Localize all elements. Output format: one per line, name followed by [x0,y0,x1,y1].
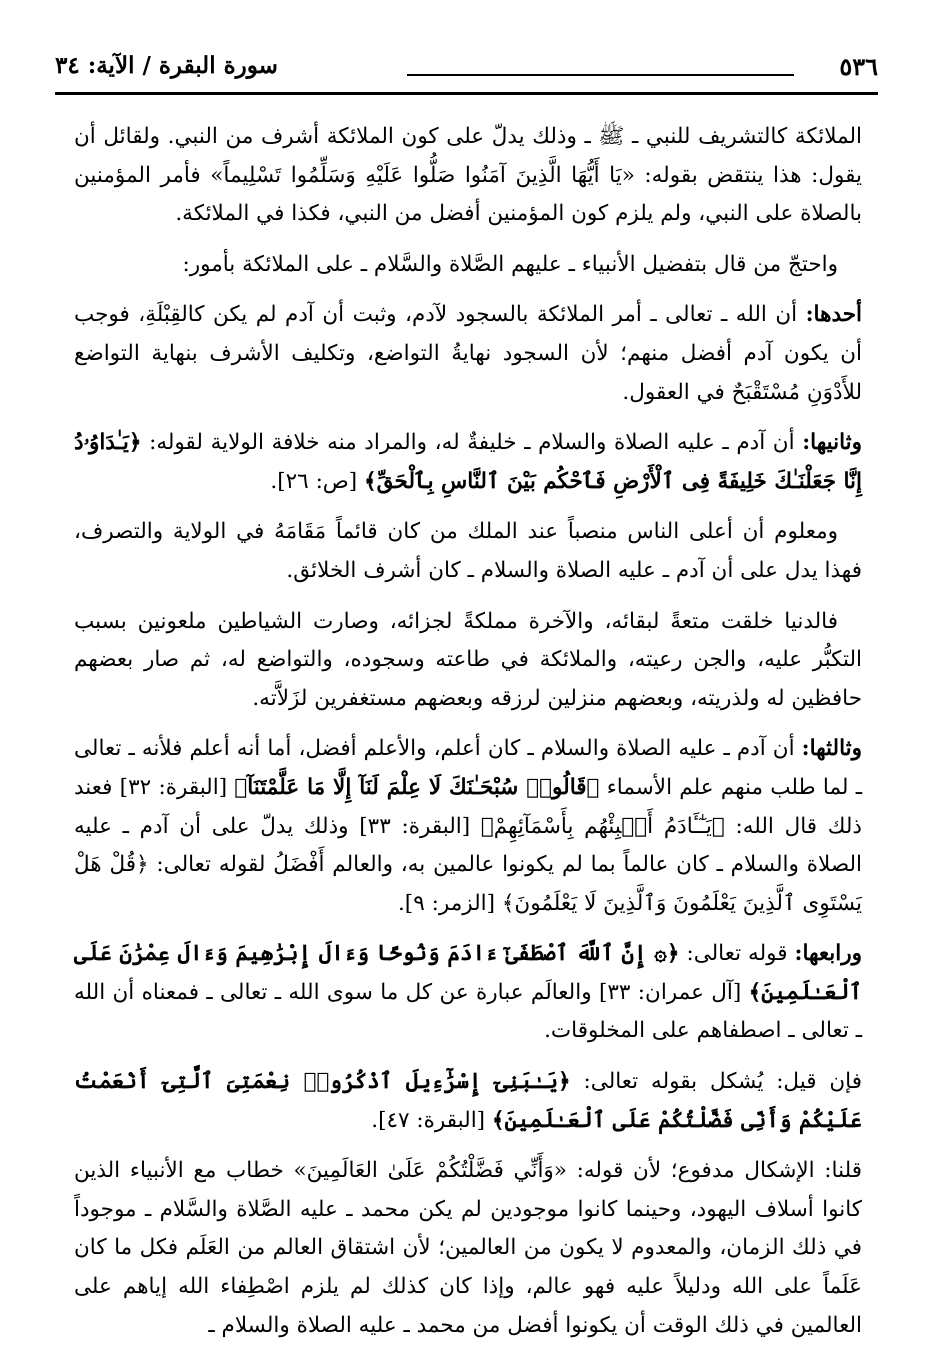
paragraph-text: أن آدم ـ عليه الصلاة والسلام ـ كان أعلم، والأعلم أفضل، أما أنه أعلم فلأنه ـ تعالى ـ لما طلب منهم علم الأسماء [74,736,862,800]
paragraph-text: أن الله ـ تعالى ـ أمر الملائكة بالسجود لآدم، وثبت أن آدم لم يكن كالقِبْلَةِ، فوجب أن يكون آدم أفضل منهم؛ لأن السجود نهايةُ التواضع، وتكليف الأشرف بنهاية التواضع للأَدْوَنِ مُسْتَقْبَحٌ في العقول. [74,302,862,405]
quran-verse: ﴿يَـٰدَاوُۥدُ إِنَّا جَعَلْنَـٰكَ خَلِيفَةً فِى ٱلْأَرْضِ فَٱحْكُم بَيْنَ ٱلنَّاسِ بِٱلْحَقِّ﴾ [74,430,862,494]
quran-verse: ﴿يَـٰبَنِىٓ إِسْرَٰٓءِيلَ ٱذْكُرُوا۟ نِعْمَتِىَ ٱلَّتِىٓ أَنْعَمْتُ عَلَيْكُمْ وَأَنِّى فَضَّلْتُكُمْ عَلَى ٱلْعَـٰلَمِينَ﴾ [74,1069,862,1133]
header-divider [407,74,794,76]
quran-verse: ﴿قَالُوا۟ سُبْحَـٰنَكَ لَا عِلْمَ لَنَآ إِلَّا مَا عَلَّمْتَنَآ﴾ [234,774,600,800]
page-body [74,118,862,1357]
paragraph [74,118,862,234]
paragraph-lead: وثالثها: [801,736,862,762]
quran-verse: ﴿۞ إِنَّ ٱللَّهَ ٱصْطَفَىٰٓ ءَادَمَ وَنُوحًا وَءَالَ إِبْرَٰهِيمَ وَءَالَ عِمْرَٰنَ عَلَى ٱلْعَـٰلَمِينَ﴾ [74,941,862,1005]
paragraph-text: [البقرة: ٣٢] فعند ذلك قال الله: ﴿يَـٰٓـَٔادَمُ أَنۢبِئْهُم بِأَسْمَآئِهِمْ﴾ [البقرة: ٣٣] وذلك يدلّ على أن آدم ـ عليه الصلاة والسلام ـ كان عالماً بما لم يكونوا عالمين به، والعالم أَفْضَلُ لقوله تعالى: ﴿قُلْ هَلْ يَسْتَوِى ٱلَّذِينَ يَعْلَمُونَ وَٱلَّذِينَ لَا يَعْلَمُونَ﴾ [الزمر: ٩]. [74,774,863,916]
paragraph [74,424,862,501]
paragraph [74,296,862,412]
paragraph [74,1063,862,1140]
page-header [55,46,878,90]
verse-citation: [البقرة: ٤٧]. [371,1107,492,1133]
paragraph-text: فالدنيا خلقت متعةً لبقائه، والآخرة مملكةً لجزائه، وصارت الشياطين ملعونين بسبب التكبُّر عليه، والجن رعيته، والملائكة في طاعته وسجوده، والتواضع له، ثم صار بعضهم حافظين له ولذريته، وبعضهم منزلين لرزقه وبعضهم مستغفرين لزَلاَّته. [74,608,862,711]
paragraph-lead: أحدها: [805,302,862,328]
verse-citation: [ص: ٢٦]. [270,468,365,494]
header-underline [55,92,878,95]
paragraph [74,246,862,285]
paragraph [74,603,862,719]
paragraph-text: أن آدم ـ عليه الصلاة والسلام ـ خليفةٌ له، والمراد منه خلافة الولاية لقوله: [141,430,803,456]
paragraph [74,730,862,923]
paragraph-lead: وثانيها: [802,430,862,456]
paragraph-text: فإن قيل: يُشكل بقوله تعالى: [570,1069,862,1095]
paragraph-text: الملائكة كالتشريف للنبي ـ ﷺ ـ وذلك يدلّ على كون الملائكة أشرف من النبي. ولقائل أن يقول: هذا ينتقض بقوله: «يَا أَيُّهَا الَّذِينَ آمَنُوا صَلُّوا عَلَيْهِ وَسَلِّمُوا تَسْلِيماً» فأمر المؤمنين بالصلاة على النبي، ولم يلزم كون المؤمنين أفضل من النبي، فكذا في الملائكة. [74,124,862,227]
paragraph [74,1152,862,1345]
paragraph-text: واحتجّ من قال بتفضيل الأنبياء ـ عليهم الصَّلاة والسَّلام ـ على الملائكة بأمور: [182,251,838,277]
paragraph-text: قلنا: الإشكال مدفوع؛ لأن قوله: «وَأَنِّي فَضَّلْتُكُمْ عَلَىٰ العَالَمِينَ» خطاب مع الأنبياء الذين كانوا أسلاف اليهود، وحينما كانوا موجودين لم يكن محمد ـ عليه الصَّلاة والسَّلام ـ موجوداً في ذلك الزمان، والمعدوم لا يكون من العالمين؛ لأن اشتقاق العالم من العَلَم فكل ما كان عَلَماً على الله ودليلاً عليه فهو عالم، وإذا كان كذلك لم يلزم اصْطِفاء الله إياهم على العالمين في ذلك الوقت أن يكونوا أفضل من محمد ـ عليه الصلاة والسلام ـ [74,1158,862,1338]
paragraph [74,935,862,1051]
paragraph-lead: ورابعها: [794,941,863,967]
paragraph-text: [آل عمران: ٣٣] والعالَم عبارة عن كل ما سوى الله ـ تعالى ـ فمعناه أن الله ـ تعالى ـ اصطفاهم على المخلوقات. [74,979,862,1044]
page-number: ٥٣٦ [839,52,878,81]
running-title: سورة البقرة / الآية: ٣٤ [55,52,278,79]
paragraph-text: ومعلوم أن أعلى الناس منصباً عند الملك من كان قائماً مَقَامَهُ في الولاية والتصرف، فهذا يدل على أن آدم ـ عليه الصلاة والسلام ـ كان أشرف الخلائق. [74,519,862,583]
paragraph-text: قوله تعالى: [679,941,795,967]
paragraph [74,513,862,590]
